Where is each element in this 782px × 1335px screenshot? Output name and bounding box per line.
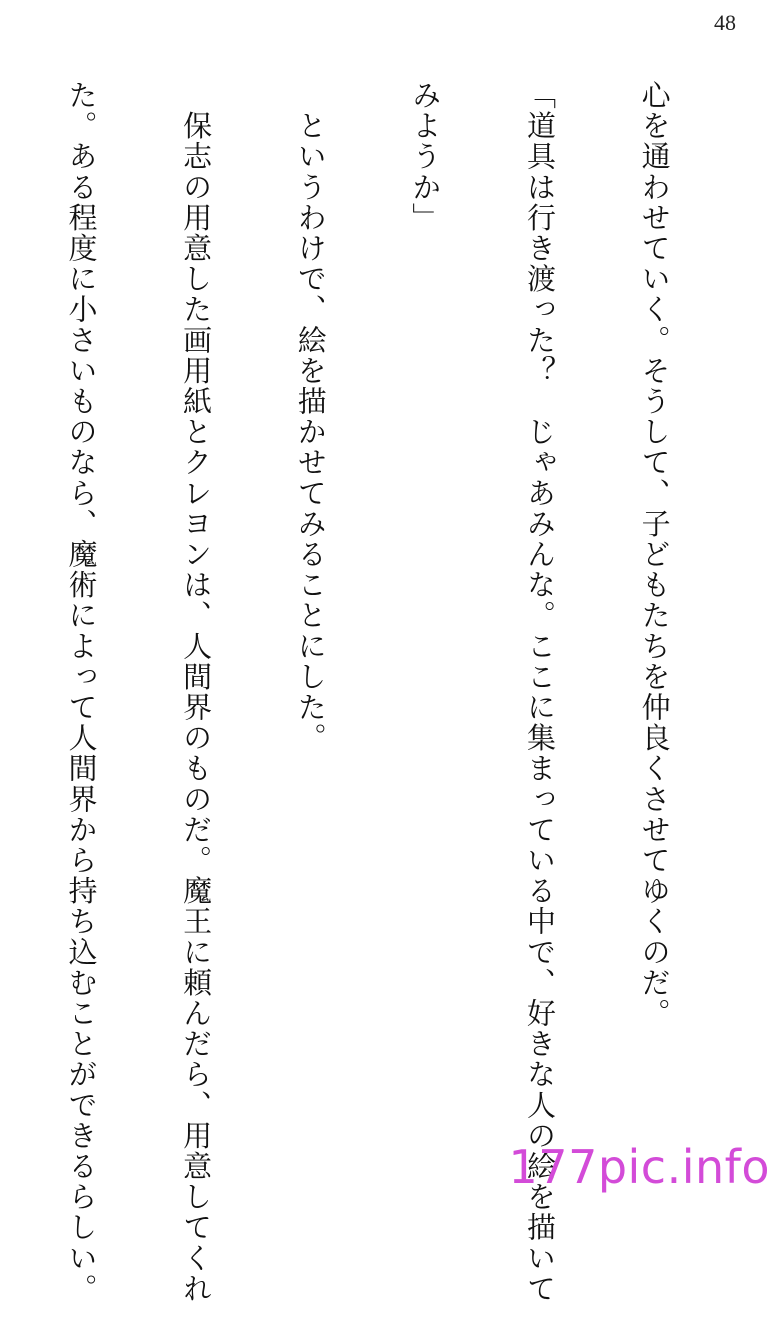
text-line: みようか」: [408, 80, 443, 233]
text-line: というわけで、絵を描かせてみることにした。: [293, 80, 328, 754]
page-number: 48: [714, 10, 736, 35]
text-line: 「道具は行き渡った？ じゃあみんな。ここに集まっている中で、好きな人の絵を描いて: [522, 80, 557, 1304]
text-line: 心を通わせていく。そうして、子どもたちを仲良くさせてゆくのだ。: [637, 80, 672, 1029]
text-line: た。ある程度に小さいものなら、魔術によって人間界から持ち込むことができるらしい。: [64, 80, 99, 1304]
text-line: 保志の用意した画用紙とクレヨンは、人間界のものだ。魔王に頼んだら、用意してくれ: [179, 80, 214, 1304]
watermark: 177pic.info: [508, 1140, 770, 1194]
